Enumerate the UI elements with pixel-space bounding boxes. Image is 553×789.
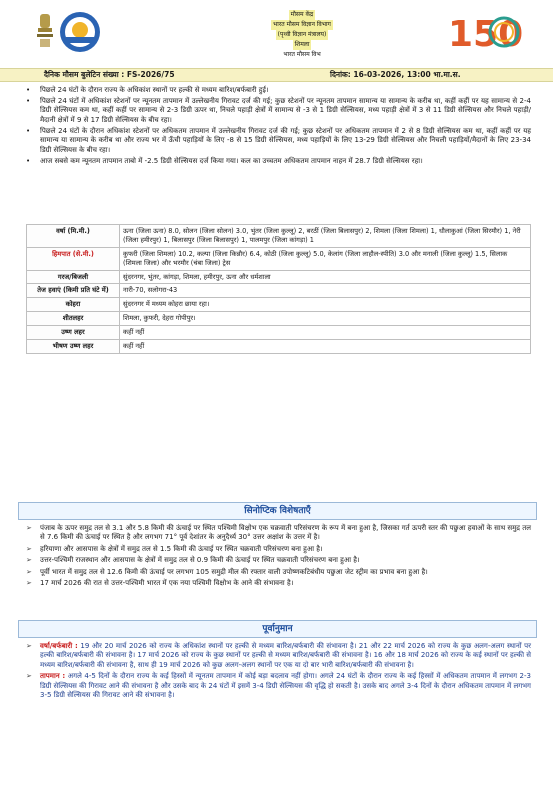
table-row: उष्ण लहर कहीं नहीं xyxy=(27,326,531,340)
table-row: हिमपात (से.मी.) कुफरी (जिला शिमला) 10.2, कल्पा (जिला किन्नौर) 6.4, कोठी (जिला कुल्लू) 5.0, केलांग (जिला लाहौल-स्पीति) 3.0 और मनाली (जिला कुल्लू) 1.5, सिलाक (शिमला जिला) और भरमौर (चंबा जिला) ट्रेस xyxy=(27,247,531,270)
summary-item: • पिछले 24 घंटों में अधिकांश स्टेशनों पर न्यूनतम तापमान में उल्लेखनीय गिरावट दर्ज की गई; कुछ स्टेशनों पर न्यूनतम तापमान सामान्य या सामान्य के करीब था, कहीं कहीं पर यह सामान्य से 2-4 डिग्री सेल्सियस कम था, कहीं कहीं पर सामान्य से 2-3 डिग्री ऊपर था, निचले पहाड़ी क्षेत्रों में सामान्य से -3 से 1 डिग्री सेल्सियस, मध्य पहाड़ी क्षेत्रों में 3 से 11 डिग्री सेल्सियस और निचले पहाड़ी/मैदानी क्षेत्रों में 9 से 17 डिग्री सेल्सियस के बीच रहा। xyxy=(26,96,531,124)
header xyxy=(22,8,534,64)
arrow-icon: ➢ xyxy=(26,579,32,588)
imd-logo-icon xyxy=(58,10,102,54)
table-row: गरज/बिजली सुंदरनगर, भुंतर, कांगड़ा, शिमला, हमीरपुर, ऊना और धर्मशाला xyxy=(27,270,531,284)
arrow-icon: ➢ xyxy=(26,524,32,532)
arrow-icon: ➢ xyxy=(26,544,32,553)
synoptic-title: सिनोप्टिक विशेषताएँ xyxy=(18,502,537,520)
summary-item: • पिछले 24 घंटों के दौरान राज्य के अधिकांश स्थानों पर हल्की से मध्यम बारिश/बर्फबारी हुई। xyxy=(26,86,269,94)
header-line-3: (पृथ्वी विज्ञान मंत्रालय) xyxy=(277,31,327,38)
header-line-5: भारत मौसम विभ xyxy=(283,51,321,58)
national-emblem-icon xyxy=(34,12,56,52)
synoptic-item: ➢ 17 मार्च 2026 की रात से उत्तर-पश्चिमी भारत में एक नया पश्चिमी विक्षोभ के आने की संभावना है। xyxy=(26,579,294,588)
bulletin-bar xyxy=(0,68,553,82)
forecast-list xyxy=(26,642,531,703)
header-line-4: शिमला xyxy=(294,41,310,48)
table-row: शीतलहर शिमला, कुफरी, देहरा गोपीपुर। xyxy=(27,312,531,326)
table-row: कोहरा सुंदरनगर में मध्यम कोहरा छाया रहा। xyxy=(27,298,531,312)
arrow-icon: ➢ xyxy=(26,642,32,650)
arrow-icon: ➢ xyxy=(26,556,32,565)
header-line-2: भारत मौसम विज्ञान विभाग xyxy=(273,21,331,28)
summary-item: • पिछले 24 घंटों के दौरान अधिकांश स्टेशनों पर अधिकतम तापमान में उल्लेखनीय गिरावट दर्ज की गई; कुछ स्टेशनों पर अधिकतम तापमान में 2 से 8 डिग्री सेल्सियस कम था, कहीं कहीं पर यह सामान्य या सामान्य के करीब था और राज्य भर में ऊँची पहाड़ियों के लिए -8 से 15 डिग्री सेल्सियस, मध्य पहाड़ियों के लिए 13-29 डिग्री सेल्सियस और निचली पहाड़ियों/मैदानों के लिए 23-34 डिग्री सेल्सियस के बीच रहा। xyxy=(26,126,531,154)
header-line-1: मौसम केंद्र xyxy=(290,11,314,18)
table-row: वर्षा (मि.मी.) ऊना (जिला ऊना) 8.0, सोलन (जिला सोलन) 3.0, भुंतर (जिला कुल्लू) 2, बरठीं (जिला बिलासपुर) 2, शिमला (जिला शिमला) 1, धौलाकुआं (जिला सिरमौर) 1, नेरी (जिला हमीरपुर) 1, बिलासपुर (जिला बिलासपुर) 1, पालमपुर (जिला कांगड़ा) 1 xyxy=(27,225,531,248)
forecast-item: ➢ तापमान : अगले 4-5 दिनों के दौरान राज्य के कई हिस्सों में न्यूनतम तापमान में कोई बड़ा बदलाव नहीं होगा। अगले 24 घंटों के दौरान राज्य के कई हिस्सों में अधिकतम तापमान में लगभग 2-3 डिग्री सेल्सियस की गिरावट आने की संभावना है और उसके बाद के 24 घंटों में इसमें 3-4 डिग्री सेल्सियस की वृद्धि हो सकती है। उसके बाद अगले 3-4 दिनों के दौरान अधिकतम तापमान में लगभग 3-5 डिग्री सेल्सियस की गिरावट आने की संभावना है। xyxy=(26,672,531,700)
observation-table xyxy=(26,224,531,354)
synoptic-item: ➢ उत्तर-पश्चिमी राजस्थान और आसपास के क्षेत्रों में समुद्र तल से 0.9 किमी की ऊंचाई पर स्थित चक्रवाती परिसंचरण बना हुआ है। xyxy=(26,556,360,565)
forecast-item: ➢ वर्षा/बर्फबारी : 19 और 20 मार्च 2026 को राज्य के अधिकांश स्थानों पर हल्की से मध्यम बारिश/बर्फबारी की संभावना है। 21 और 22 मार्च 2026 को राज्य के कुछ अलग-अलग स्थानों पर हल्की बारिश/बर्फबारी की संभावना है। 17 मार्च 2026 को राज्य के कुछ स्थानों पर हल्की से मध्यम बारिश/बर्फबारी की संभावना है। 16 और 18 मार्च 2026 को राज्य के कई स्थानों पर हल्की से मध्यम बारिश/बर्फबारी की संभावना है, साथ ही 19 मार्च 2026 को कुछ अलग-अलग स्थानों पर एक या दो बार भारी बारिश/बर्फबारी की संभावना है। xyxy=(26,642,531,669)
arrow-icon: ➢ xyxy=(26,672,32,681)
summary-item: • आज सबसे कम न्यूनतम तापमान ताबो में -2.5 डिग्री सेल्सियस दर्ज किया गया। कल का उच्चतम अधिकतम तापमान नाहन में 28.7 डिग्री सेल्सियस रहा। xyxy=(26,156,423,165)
synoptic-item: ➢ पूर्वी भारत में समुद्र तल से 12.6 किमी की ऊंचाई पर लगभग 105 समुद्री मील की रफ्तार वाली उपोष्णकटिबंधीय पछुआ जेट स्ट्रीम का प्रभाव बना हुआ है। xyxy=(26,567,428,576)
150-years-logo-icon xyxy=(442,8,526,60)
synoptic-item: ➢ हरियाणा और आसपास के क्षेत्रों में समुद्र तल से 1.5 किमी की ऊंचाई पर स्थित चक्रवाती परिसंचरण बना हुआ है। xyxy=(26,544,323,553)
bulletin-date: दिनांक: 16-03-2026, 13:00 भा.मा.स. xyxy=(330,70,461,79)
synoptic-list xyxy=(26,524,531,591)
arrow-icon: ➢ xyxy=(26,567,32,576)
bulletin-number: दैनिक मौसम बुलेटिन संख्या : FS-2026/75 xyxy=(44,70,175,79)
anniversary-number: 150 xyxy=(448,14,524,55)
header-text xyxy=(202,10,402,60)
table-row: भीषण उष्ण लहर कहीं नहीं xyxy=(27,340,531,354)
synoptic-item: ➢ पंजाब के ऊपर समुद्र तल से 3.1 और 5.8 किमी की ऊंचाई पर स्थित पश्चिमी विक्षोभ एक चक्रवाती परिसंचरण के रूप में बना हुआ है, जिसका गर्त ऊपरी स्तर की पछुआ हवाओं के साथ समुद्र तल से 7.6 किमी की ऊंचाई पर स्थित है और लगभग 71° पूर्व देशांतर के अनुदैर्ध्य 30° उत्तर अक्षांश के उत्तर में है। xyxy=(26,524,531,542)
summary-list xyxy=(26,86,531,168)
forecast-title: पूर्वानुमान xyxy=(18,620,537,638)
table-row: तेज हवाएं (किमी प्रति घंटे में) नारी-70, सलोगरा-43 xyxy=(27,284,531,298)
